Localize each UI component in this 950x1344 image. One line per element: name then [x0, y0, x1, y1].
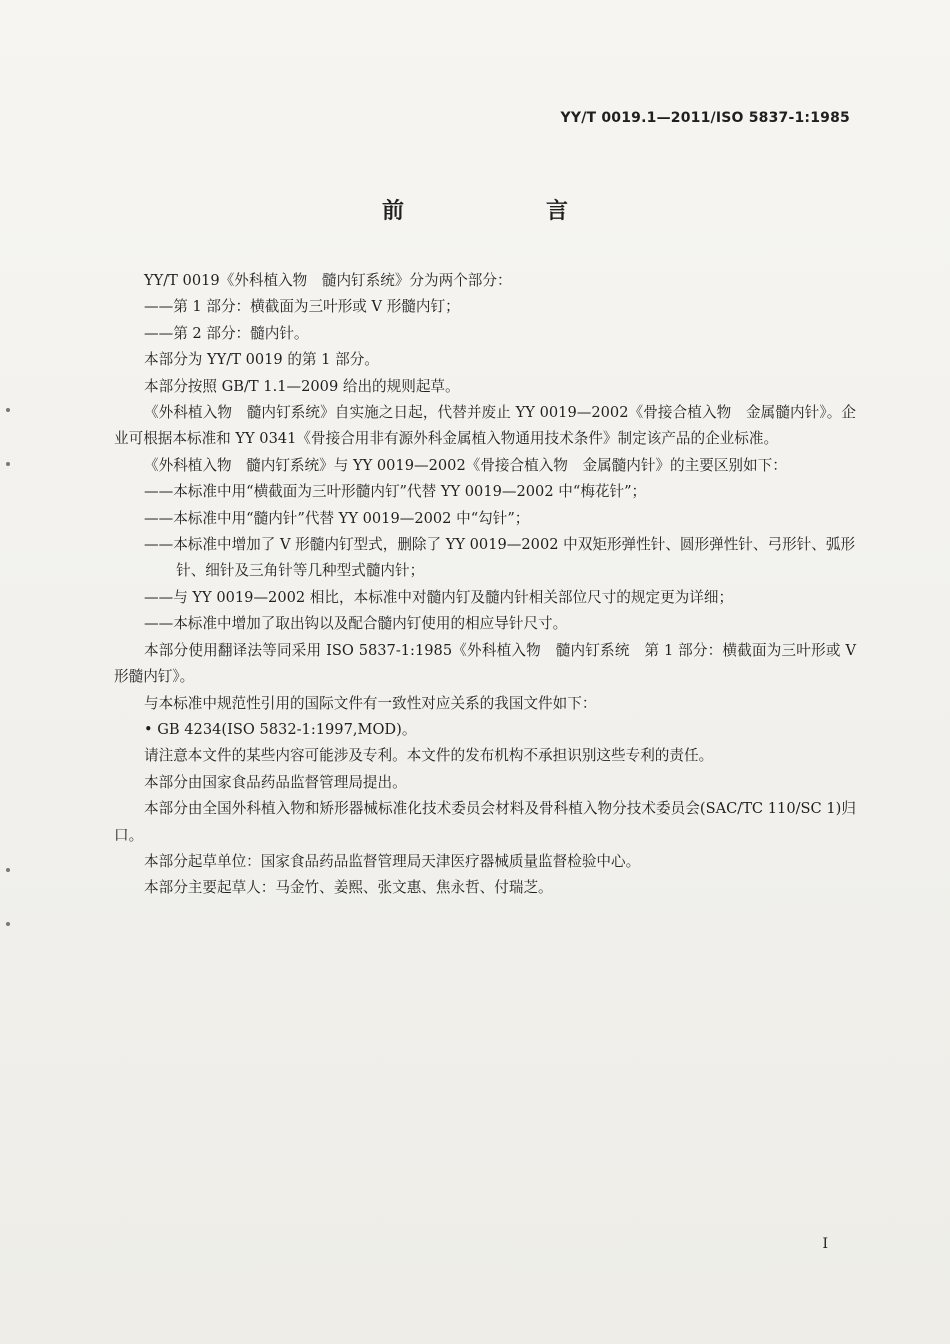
paragraph: YY/T 0019《外科植入物 髓内钉系统》分为两个部分： — [144, 272, 512, 289]
list-item: ——本标准中增加了取出钩以及配合髓内钉使用的相应导针尺寸。 — [144, 615, 568, 633]
standard-code: YY/T 0019.1—2011/ISO 5837-1:1985 — [560, 110, 850, 126]
paragraph: 本部分由全国外科植入物和矫形器械标准化技术委员会材料及骨科植入物分技术委员会(SAC/TC 110/SC 1)归口。 — [114, 800, 856, 844]
paragraph: 本部分由国家食品药品监督管理局提出。 — [144, 773, 407, 791]
paragraph: 本部分起草单位：国家食品药品监督管理局天津医疗器械质量监督检验中心。 — [144, 852, 641, 870]
page-title: 前 言 — [381, 199, 628, 224]
scan-speck — [6, 408, 10, 412]
paragraph: 《外科植入物 髓内钉系统》自实施之日起，代替并废止 YY 0019—2002《骨接合植入物 金属髓内针》。企业可根据本标准和 YY 0341《骨接合用非有源外科金属植入物通用技术条件》制定该产品的企业标准。 — [114, 404, 856, 448]
paragraph: 本部分为 YY/T 0019 的第 1 部分。 — [144, 351, 379, 369]
list-item: ——本标准中用“髓内针”代替 YY 0019—2002 中“勾针”； — [144, 509, 530, 527]
paragraph: 本部分使用翻译法等同采用 ISO 5837-1:1985《外科植入物 髓内钉系统 第 1 部分：横截面为三叶形或 V 形髓内钉》。 — [114, 641, 856, 686]
scan-speck — [6, 462, 10, 466]
paragraph: 与本标准中规范性引用的国际文件有一致性对应关系的我国文件如下： — [144, 694, 597, 712]
list-item: ——本标准中用“横截面为三叶形髓内钉”代替 YY 0019—2002 中“梅花针”； — [144, 483, 647, 501]
scan-speck — [6, 922, 10, 926]
foreword-body — [114, 268, 856, 902]
paragraph: 本部分按照 GB/T 1.1—2009 给出的规则起草。 — [144, 377, 460, 395]
page-number: I — [822, 1236, 828, 1252]
paragraph: 本部分主要起草人：马金竹、姜熙、张文惠、焦永哲、付瑞芝。 — [144, 879, 553, 897]
list-item: ——与 YY 0019—2002 相比，本标准中对髓内钉及髓内针相关部位尺寸的规定更为详细； — [144, 588, 734, 606]
scan-speck — [6, 868, 10, 872]
list-item: ——第 2 部分：髓内针。 — [144, 324, 309, 342]
paragraph: 《外科植入物 髓内钉系统》与 YY 0019—2002《骨接合植入物 金属髓内针》的主要区别如下： — [144, 456, 787, 474]
paragraph: 请注意本文件的某些内容可能涉及专利。本文件的发布机构不承担识别这些专利的责任。 — [144, 747, 714, 765]
bullet-item: • GB 4234(ISO 5832-1:1997,MOD)。 — [144, 720, 417, 738]
list-item: ——第 1 部分：横截面为三叶形或 V 形髓内钉； — [144, 298, 460, 316]
list-item: ——本标准中增加了 V 形髓内钉型式，删除了 YY 0019—2002 中双矩形弹性针、圆形弹性针、弓形针、弧形针、细针及三角针等几种型式髓内针； — [144, 536, 856, 580]
